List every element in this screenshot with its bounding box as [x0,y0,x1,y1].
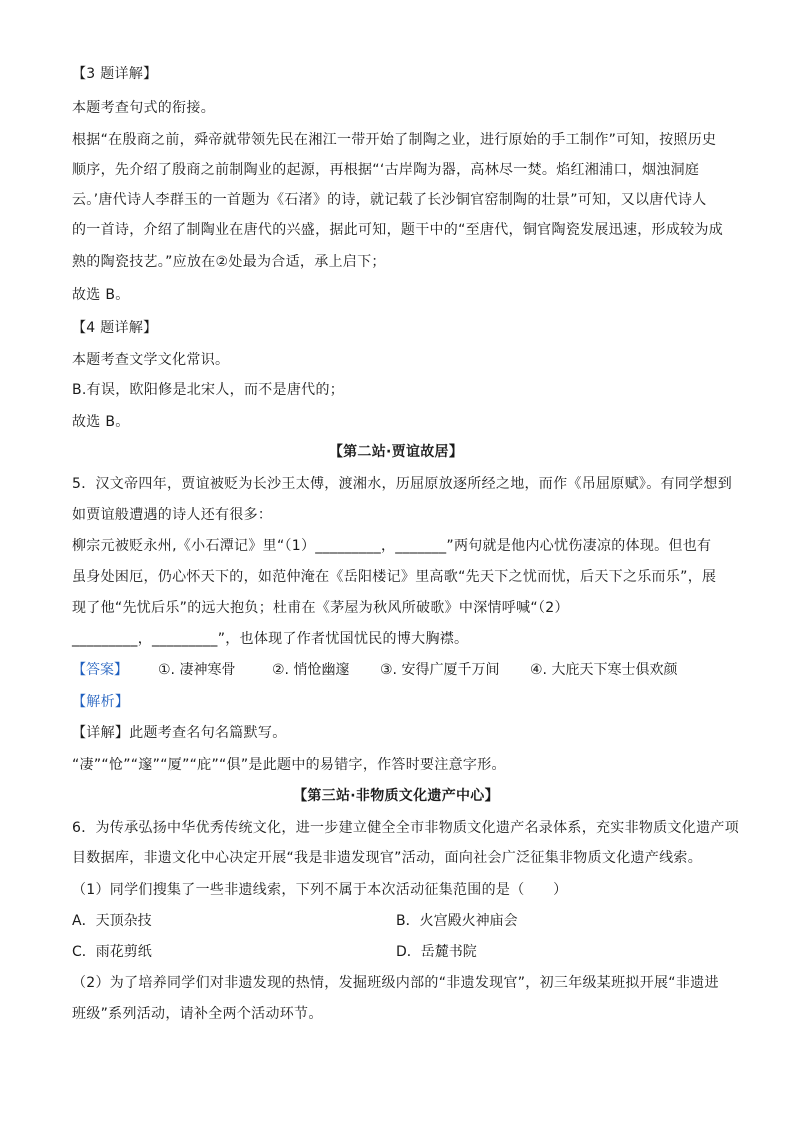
q6-sub-2-line-1: （2）为了培养同学们对非遗发现的热情，发掘班级内部的“非遗发现官”，初三年级某班拟开展“非遗进 [72,975,719,991]
answer-3: ③. 安得广厦千万间 [380,662,500,678]
q3-line-1: 本题考查句式的衔接。 [72,100,215,116]
q6-line-2: 目数据库，非遗文化中心决定开展“我是非遗发现官”活动，面向社会广泛征集非物质文化遗产线索。 [72,850,703,866]
q5-line-2: 如贾谊般遭遇的诗人还有很多： [72,507,273,523]
q4-line-1: 本题考查文学文化常识。 [72,352,230,368]
station3-title: 【第三站·非物质文化遗产中心】 [293,788,499,804]
q3-heading: 【3 题详解】 [72,66,158,82]
q5-line-3: 柳宗元被贬永州,《小石潭记》里“（1）_________，_______”两句就是他内心忧伤凄凉的体现。但也有 [72,538,712,554]
station2-title: 【第二站·贾谊故居】 [328,444,464,460]
option-b: B．火宫殿火神庙会 [396,913,518,929]
q4-line-2: B.有误，欧阳修是北宋人，而不是唐代的； [72,382,345,398]
q3-line-4: 云。’唐代诗人李群玉的一首题为《石渚》的诗，就记载了长沙铜官窑制陶的壮景”可知，又以唐代诗人 [72,192,707,208]
q5-line-5: 现了他“先忧后乐”的远大抱负；杜甫在《茅屋为秋风所破歌》中深情呼喊“（2） [72,600,569,616]
q6-sub-2-line-2: 班级”系列活动，请补全两个活动环节。 [72,1006,323,1022]
q5-line-1: 5．汉文帝四年，贾谊被贬为长沙王太傅，渡湘水，历屈原放逐所经之地，而作《吊屈原赋》。有同学想到 [72,476,733,492]
analysis-label: 【解析】 [72,694,130,710]
detail-line-2: “凄”“怆”“邃”“厦”“庇”“俱”是此题中的易错字，作答时要注意字形。 [72,757,506,773]
q3-line-7: 故选 B。 [72,287,130,303]
option-d: D．岳麓书院 [396,944,477,960]
q3-line-6: 熟的陶瓷技艺。”应放在②处最为合适，承上启下； [72,254,386,270]
option-a: A．天顶杂技 [72,913,152,929]
q5-line-6: _________，_________”，也体现了作者忧国忧民的博大胸襟。 [72,631,469,647]
detail-line-1: 【详解】此题考查名句名篇默写。 [72,725,287,741]
q3-line-5: 的一首诗，介绍了制陶业在唐代的兴盛，据此可知，题干中的“至唐代，铜官陶瓷发展迅速，形成较为成 [72,222,724,238]
q3-line-3: 顺序，先介绍了殷商之前制陶业的起源，再根据“‘古岸陶为器，高林尽一焚。焰红湘浦口，烟浊洞庭 [72,162,700,178]
q4-line-3: 故选 B。 [72,414,130,430]
answer-label: 【答案】 [72,662,128,678]
option-c: C．雨花剪纸 [72,944,152,960]
answer-1: ①. 凄神寒骨 [158,662,236,678]
answer-4: ④. 大庇天下寒士俱欢颜 [530,662,678,678]
q3-line-2: 根据“在殷商之前，舜帝就带领先民在湘江一带开始了制陶之业，进行原始的手工制作”可知，按照历史 [72,132,717,148]
q6-sub-1: （1）同学们搜集了一些非遗线索，下列不属于本次活动征集范围的是（ ） [72,882,568,898]
q6-line-1: 6．为传承弘扬中华优秀传统文化，进一步建立健全全市非物质文化遗产名录体系，充实非物质文化遗产项 [72,820,740,836]
answer-2: ②. 悄怆幽邃 [272,662,350,678]
q5-line-4: 虽身处困厄，仍心怀天下的，如范仲淹在《岳阳楼记》里高歌“先天下之忧而忧，后天下之乐而乐”，展 [72,569,717,585]
q4-heading: 【4 题详解】 [72,320,158,336]
